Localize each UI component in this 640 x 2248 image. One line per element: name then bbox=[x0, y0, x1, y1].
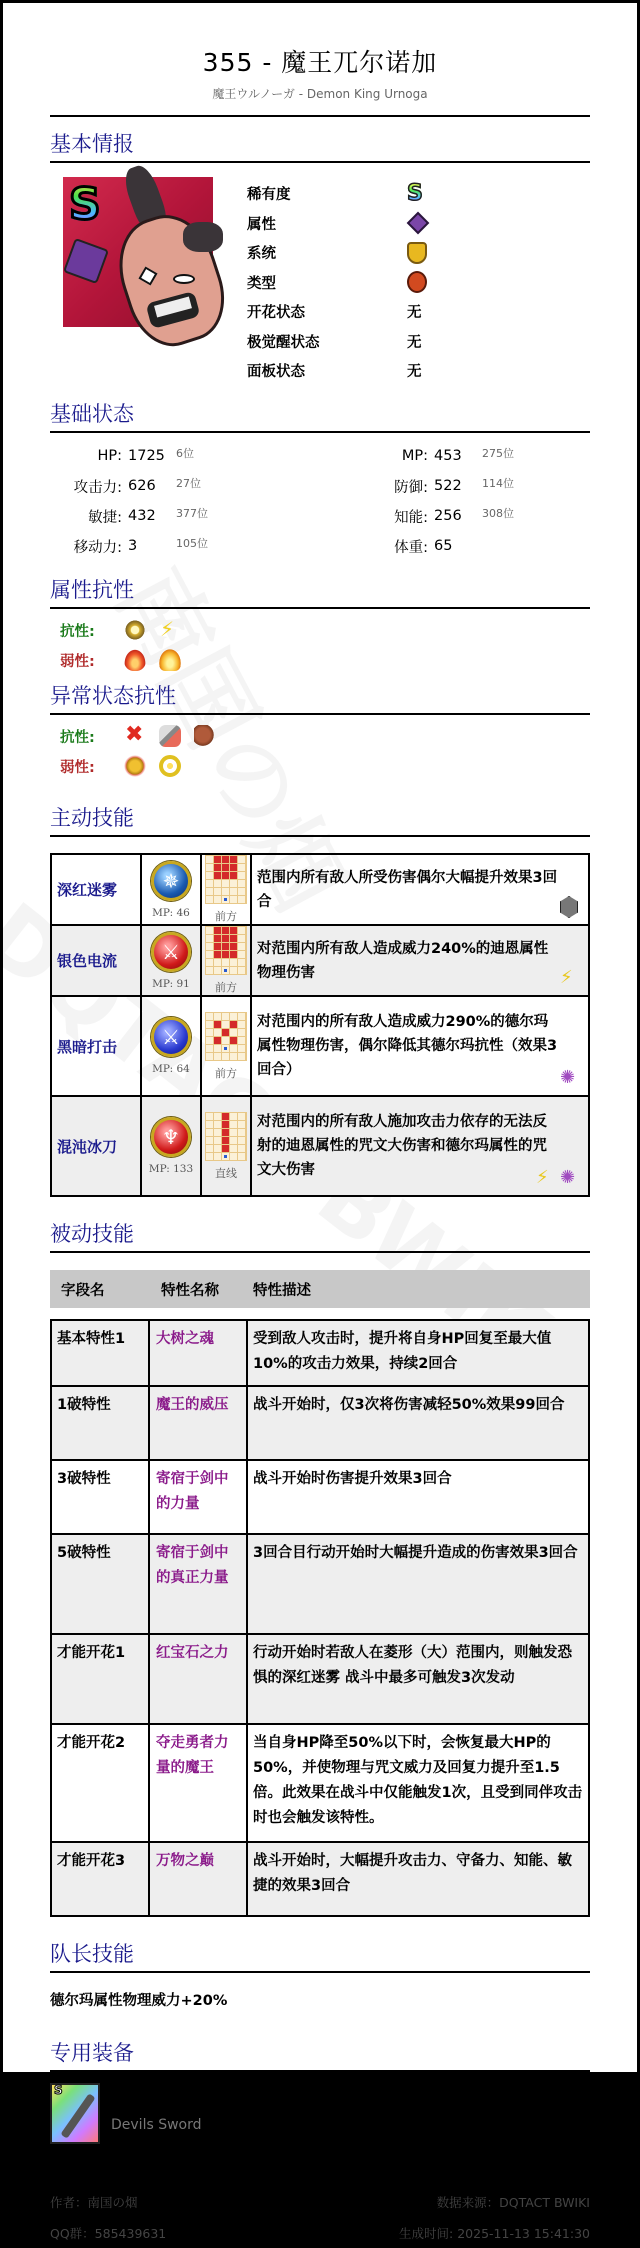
resist-label: 抗性: bbox=[60, 729, 95, 746]
skill-mp: MP: 91 bbox=[152, 977, 190, 990]
active-skill-row bbox=[51, 996, 589, 1096]
passive-desc: 3回合目行动开始时大幅提升造成的伤害效果3回合 bbox=[247, 1534, 589, 1634]
stats-grid bbox=[50, 441, 590, 561]
stat-value: 453 bbox=[434, 448, 462, 464]
element-weak-row bbox=[50, 645, 590, 675]
stat-defense bbox=[348, 471, 590, 501]
passive-name: 寄宿于剑中的力量 bbox=[149, 1460, 247, 1534]
defense-down-resist-icon bbox=[194, 725, 216, 747]
range-label: 前方 bbox=[215, 981, 237, 994]
prop-label: 开花状态 bbox=[247, 305, 305, 322]
equipment-item bbox=[50, 2083, 590, 2144]
stat-wisdom bbox=[348, 501, 590, 531]
skill-orb-icon bbox=[151, 1017, 191, 1057]
stat-label: MP: bbox=[401, 448, 428, 464]
skill-range-cell bbox=[201, 854, 251, 925]
footer bbox=[50, 2186, 590, 2248]
range-grid-icon bbox=[205, 1012, 247, 1061]
prop-label: 面板状态 bbox=[247, 364, 305, 381]
prop-label: 极觉醒状态 bbox=[247, 334, 320, 351]
skill-name: 深红迷雾 bbox=[51, 854, 141, 925]
prop-label: 稀有度 bbox=[247, 187, 291, 204]
passive-name: 大树之魂 bbox=[149, 1320, 247, 1386]
stat-label: 敏捷: bbox=[88, 509, 122, 526]
passive-row bbox=[51, 1320, 589, 1386]
stat-value: 1725 bbox=[128, 448, 165, 464]
property-list bbox=[247, 179, 429, 387]
stat-rank: 377位 bbox=[176, 507, 208, 520]
prop-family bbox=[247, 238, 429, 268]
prop-bloom bbox=[247, 297, 429, 327]
stat-value: 432 bbox=[128, 508, 156, 524]
attribute-badge-icon bbox=[63, 238, 109, 284]
active-skill-row bbox=[51, 925, 589, 996]
skill-range-cell bbox=[201, 925, 251, 996]
passive-row bbox=[51, 1724, 589, 1842]
lightning-element-icon bbox=[536, 1167, 554, 1189]
passive-desc: 战斗开始时，大幅提升攻击力、守备力、知能、敏捷的效果3回合 bbox=[247, 1842, 589, 1916]
stat-label: 攻击力: bbox=[73, 479, 122, 496]
stat-value: 65 bbox=[434, 538, 453, 554]
status-weak-row bbox=[50, 751, 590, 781]
passive-row bbox=[51, 1460, 589, 1534]
passive-field: 基本特性1 bbox=[51, 1320, 149, 1386]
prop-attribute bbox=[247, 209, 429, 239]
stat-label: 移动力: bbox=[73, 539, 122, 556]
passive-desc: 行动开始时若敌人在菱形（大）范围内，则触发恐惧的深红迷雾 战斗中最多可触发3次发动 bbox=[247, 1634, 589, 1724]
prop-value: 无 bbox=[407, 305, 422, 322]
monster-portrait bbox=[63, 177, 213, 327]
column-header: 特性名称 bbox=[161, 1282, 219, 1299]
stat-label: HP: bbox=[97, 448, 122, 464]
passive-table-header bbox=[50, 1270, 590, 1308]
rarity-s-badge-icon: S bbox=[69, 179, 101, 230]
weak-label: 弱性: bbox=[60, 653, 95, 670]
skill-name: 银色电流 bbox=[51, 925, 141, 996]
passive-field: 1破特性 bbox=[51, 1386, 149, 1460]
passive-desc: 战斗开始时伤害提升效果3回合 bbox=[247, 1460, 589, 1534]
attack-type-icon bbox=[407, 271, 427, 293]
lightning-element-icon bbox=[560, 967, 578, 989]
stat-move bbox=[50, 531, 348, 561]
passive-field: 才能开花3 bbox=[51, 1842, 149, 1916]
prop-value: 无 bbox=[407, 334, 422, 351]
passive-field: 3破特性 bbox=[51, 1460, 149, 1534]
stat-rank: 105位 bbox=[176, 537, 208, 550]
status-resist-row bbox=[50, 721, 590, 751]
author: 作者：南国の烟 bbox=[50, 2194, 138, 2210]
passive-field: 才能开花1 bbox=[51, 1634, 149, 1724]
fire-element-icon bbox=[124, 649, 146, 671]
skill-range-cell bbox=[201, 996, 251, 1096]
skill-name: 黑暗打击 bbox=[51, 996, 141, 1096]
passive-row bbox=[51, 1534, 589, 1634]
element-resist-row bbox=[50, 615, 590, 645]
passive-name: 魔王的威压 bbox=[149, 1386, 247, 1460]
passive-field: 5破特性 bbox=[51, 1534, 149, 1634]
skill-description: 范围内所有敌人所受伤害偶尔大幅提升效果3回合 bbox=[257, 869, 558, 910]
dolma-attribute-icon bbox=[407, 212, 430, 235]
dark-element-icon bbox=[560, 1167, 578, 1189]
instant-death-resist-icon bbox=[124, 725, 146, 747]
sword-glyph-icon: ⚔ bbox=[162, 939, 180, 964]
leader-skill-text: 德尔玛属性物理威力+20% bbox=[50, 1993, 228, 2009]
passive-row bbox=[51, 1842, 589, 1916]
skill-description: 对范围内的所有敌人施加攻击力依存的无法反射的迪恩属性的咒文大伤害和德尔玛属性的咒文大伤害 bbox=[257, 1114, 547, 1178]
passive-row bbox=[51, 1386, 589, 1460]
equipment-name: 魔王之剑 bbox=[111, 2096, 172, 2114]
data-source: 数据来源：DQTACT BWIKI bbox=[436, 2194, 590, 2210]
section-heading-base-stats: 基础状态 bbox=[50, 399, 590, 433]
section-heading-basic-info: 基本情报 bbox=[50, 129, 590, 163]
stat-hp bbox=[50, 441, 348, 471]
passive-name: 万物之巅 bbox=[149, 1842, 247, 1916]
passive-name: 红宝石之力 bbox=[149, 1634, 247, 1724]
stun-weak-icon bbox=[124, 755, 146, 777]
prop-label: 系统 bbox=[247, 246, 276, 263]
page-subtitle: 魔王ウルノーガ - Demon King Urnoga bbox=[212, 87, 428, 101]
stat-attack bbox=[50, 471, 348, 501]
no-element-icon bbox=[560, 896, 578, 918]
skill-mp: MP: 46 bbox=[152, 906, 190, 919]
skill-mp: MP: 64 bbox=[152, 1063, 190, 1075]
skill-icon-cell bbox=[141, 996, 201, 1096]
stat-value: 522 bbox=[434, 478, 462, 494]
passive-desc: 当自身HP降至50%以下时，会恢复最大HP的50%，并使物理与咒文威力及回复力提升至1.5倍。此效果在战斗中仅能触发1次，且受到同伴攻击时也会触发该特性。 bbox=[247, 1724, 589, 1842]
dark-element-icon bbox=[560, 1067, 578, 1089]
section-heading-equipment: 专用装备 bbox=[50, 2038, 590, 2072]
rarity-s-icon: S bbox=[407, 183, 429, 205]
skill-icon-cell bbox=[141, 1096, 201, 1196]
stat-mp bbox=[348, 441, 590, 471]
stat-rank: 308位 bbox=[482, 507, 514, 520]
skill-orb-icon bbox=[151, 1117, 191, 1157]
confusion-weak-icon bbox=[159, 755, 181, 777]
boss-crown-family-icon bbox=[407, 242, 427, 264]
stat-label: 防御: bbox=[394, 479, 428, 496]
lightning-element-icon bbox=[159, 619, 181, 641]
active-skill-row bbox=[51, 1096, 589, 1196]
attack-down-resist-icon bbox=[159, 725, 181, 747]
section-heading-leader-skill: 队长技能 bbox=[50, 1939, 590, 1973]
light-element-icon bbox=[124, 619, 146, 641]
skill-orb-icon bbox=[151, 861, 191, 901]
range-grid-icon bbox=[205, 926, 247, 975]
basic-info bbox=[50, 177, 590, 387]
passive-name: 夺走勇者力量的魔王 bbox=[149, 1724, 247, 1842]
skill-range-cell bbox=[201, 1096, 251, 1196]
page-title: 355 - 魔王兀尔诺加 bbox=[202, 48, 438, 77]
range-label: 直线 bbox=[215, 1166, 237, 1180]
resist-label: 抗性: bbox=[60, 623, 95, 640]
prop-awaken bbox=[247, 327, 429, 357]
stat-rank: 27位 bbox=[176, 477, 201, 490]
skill-description: 对范围内所有敌人造成威力240%的迪恩属性物理伤害 bbox=[257, 940, 549, 981]
stat-value: 256 bbox=[434, 508, 462, 524]
stat-weight bbox=[348, 531, 590, 561]
stat-label: 体重: bbox=[394, 539, 428, 556]
generated-time: 生成时间: 2025-11-13 15:41:30 bbox=[399, 2225, 590, 2241]
equipment-name-en: Devils Sword bbox=[111, 2117, 202, 2133]
skill-mp: MP: 133 bbox=[148, 1163, 194, 1175]
stat-label: 知能: bbox=[394, 509, 428, 526]
stat-rank: 114位 bbox=[482, 477, 514, 490]
skill-icon-cell bbox=[141, 854, 201, 925]
sword-glyph-icon: ⚔ bbox=[162, 1025, 180, 1049]
title-divider bbox=[50, 115, 590, 117]
skill-description: 对范围内的所有敌人造成威力290%的德尔玛属性物理伤害，偶尔降低其德尔玛抗性（效果3回合） bbox=[257, 1014, 558, 1078]
passive-skills-table bbox=[50, 1319, 590, 1917]
devils-sword-icon: S bbox=[50, 2083, 100, 2144]
range-label: 前方 bbox=[215, 1066, 237, 1080]
passive-field: 才能开花2 bbox=[51, 1724, 149, 1842]
passive-row bbox=[51, 1634, 589, 1724]
stat-agility bbox=[50, 501, 348, 531]
column-header: 字段名 bbox=[61, 1282, 105, 1299]
weak-label: 弱性: bbox=[60, 759, 95, 776]
active-skills-table bbox=[50, 853, 590, 1197]
passive-name: 寄宿于剑中的真正力量 bbox=[149, 1534, 247, 1634]
section-heading-active-skills: 主动技能 bbox=[50, 803, 590, 837]
column-header: 特性描述 bbox=[253, 1282, 311, 1299]
passive-desc: 战斗开始时，仅3次将伤害减轻50%效果99回合 bbox=[247, 1386, 589, 1460]
qq-group: QQ群：585439631 bbox=[50, 2225, 167, 2241]
prop-value: 无 bbox=[407, 364, 422, 381]
staff-glyph-icon: ♆ bbox=[162, 1125, 180, 1149]
range-grid-icon bbox=[205, 1112, 247, 1161]
prop-type bbox=[247, 268, 429, 298]
flame-element-icon bbox=[159, 649, 181, 671]
stat-value: 626 bbox=[128, 478, 156, 494]
range-grid-icon bbox=[205, 855, 247, 904]
section-heading-element-resist: 属性抗性 bbox=[50, 575, 590, 609]
stat-value: 3 bbox=[128, 538, 138, 554]
prop-rarity bbox=[247, 179, 429, 209]
prop-label: 属性 bbox=[247, 216, 276, 233]
section-heading-passive-skills: 被动技能 bbox=[50, 1219, 590, 1253]
section-heading-status-resist: 异常状态抗性 bbox=[50, 681, 590, 715]
prop-label: 类型 bbox=[247, 275, 276, 292]
range-label: 前方 bbox=[215, 910, 237, 923]
stat-rank: 275位 bbox=[482, 447, 514, 460]
active-skill-row bbox=[51, 854, 589, 925]
skill-orb-icon bbox=[151, 932, 191, 972]
star-glyph-icon: ✵ bbox=[162, 868, 180, 893]
skill-icon-cell bbox=[141, 925, 201, 996]
stat-rank: 6位 bbox=[176, 447, 194, 460]
skill-name: 混沌冰刀 bbox=[51, 1096, 141, 1196]
passive-desc: 受到敌人攻击时，提升将自身HP回复至最大值10%的攻击力效果，持续2回合 bbox=[247, 1320, 589, 1386]
prop-panel bbox=[247, 356, 429, 386]
